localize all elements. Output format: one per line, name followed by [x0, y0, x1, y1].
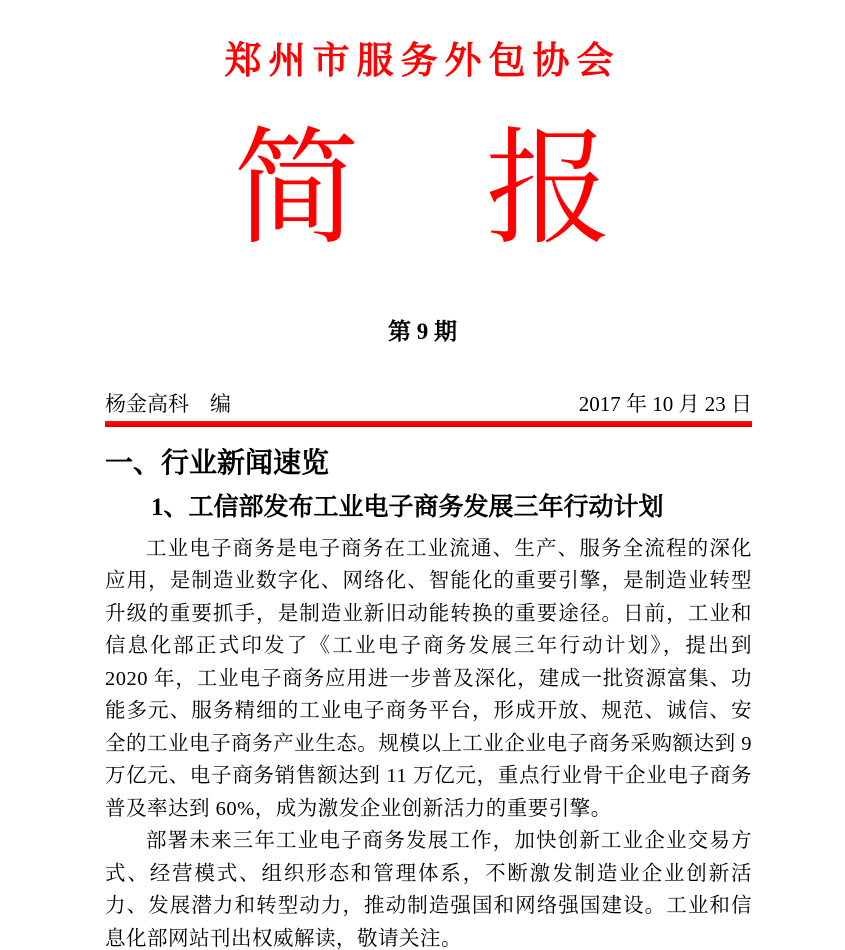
- bulletin-title: 简 报: [233, 121, 612, 260]
- body-paragraph-1: 工业电子商务是电子商务在工业流通、生产、服务全流程的深化应用，是制造业数字化、网络化、智能化的重要引擎，是制造业转型升级的重要抓手，是制造业新旧动能转换的重要途径。日前，工业和信息化部正式印发了《工业电子商务发展三年行动计划》，提出到 2020 年，工业电子商务应用进一步普及深化，建成一批资源富集、功能多元、服务精细的工业电子商务平台，形成开放、规范、诚信、安全的工业电子商务产业生态。规模以上工业企业电子商务采购额达到 9 万亿元、电子商务销售额达到 11 万亿元，重点行业骨干企业电子商务普及率达到 60%，成为激发企业创新活力的重要引擎。: [105, 537, 752, 820]
- issue-number: 第 9 期: [388, 319, 457, 345]
- article-heading: 1、工信部发布工业电子商务发展三年行动计划: [151, 493, 664, 521]
- red-divider-rule: [105, 421, 752, 427]
- section-heading: 一、行业新闻速览: [105, 448, 330, 480]
- meta-row: [105, 392, 752, 416]
- body-paragraph-2: 部署未来三年工业电子商务发展工作，加快创新工业企业交易方式、经营模式、组织形态和管理体系，不断激发制造业企业创新活力、发展潜力和转型动力，推动制造强国和网络强国建设。工业和信息化部网站刊出权威解读，敬请关注。: [105, 830, 752, 950]
- publication-date: 2017 年 10 月 23 日: [578, 392, 752, 417]
- editor-name: 杨金高科 编: [105, 392, 231, 417]
- organization-name: 郑州市服务外包协会: [224, 41, 621, 82]
- document-body: [105, 447, 752, 950]
